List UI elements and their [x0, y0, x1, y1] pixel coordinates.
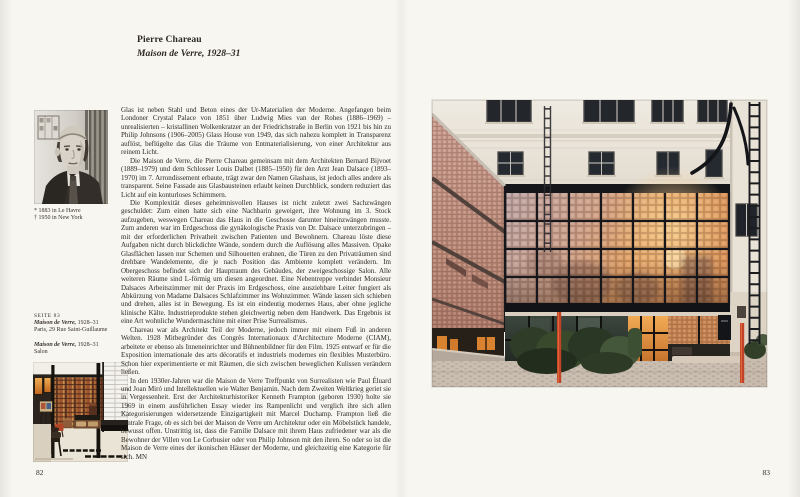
caption-died: † 1950 in New York [34, 215, 83, 222]
facade-photo-illustration [432, 100, 767, 387]
caption-work-title: Maison de Verre, [34, 342, 77, 348]
salon-caption [34, 342, 129, 356]
page-subtitle: Maison de Verre, 1928–31 [137, 47, 241, 59]
scan-edge-left [0, 0, 12, 497]
caption-room: Salon [34, 349, 48, 356]
body-paragraph: Chareau war als Architekt Teil der Moderne, jedoch immer mit einem Fuß in anderen Welten. 1928 Mitbegründer des Congrès Internationaux d'Architecture Moderne (CIAM), arbeitete er ebenso als Inneneinrichter und Bühnenbildner für den Film. 1925 entwarf er für die Exposition internationale des arts décoratifs et industriels modernes ein flexibles Musterbüro. Schon hier experimentierte er mit Räumen, die sich zwischen beweglichen Kulissen verändern ließen. [121, 325, 391, 377]
book-gutter-shadow [394, 0, 408, 497]
caption-page-ref: SEITE 83 [34, 313, 61, 319]
scan-edge-right [788, 0, 800, 497]
caption-work-years: 1928–31 [76, 320, 99, 327]
page-number-left: 82 [36, 468, 44, 477]
body-paragraph: Glas ist neben Stahl und Beton eines der Ur-Materialien der Moderne. Angefangen beim Londoner Crystal Palace von 1851 über Ludwig Mies van der Rohes (1886–1969) – unrealisierten – kristallinen Wolkenkratzer an der Friedrichstraße in Berlin von 1921 bis hin zu Philip Johnsons (1906–2005) Glass House von 1949, das sich nahezu komplett in Transparenz auflöst, beflügelte das Glas die Träume von Entmaterialisierung, von einer Architektur aus reinem Licht. [121, 106, 391, 157]
caption-work-years: 1928–31 [76, 342, 99, 348]
body-text [121, 106, 391, 461]
portrait-photo-illustration [34, 110, 108, 204]
salon-photo [33, 362, 128, 462]
caption-work-title: Maison de Verre, [34, 320, 77, 327]
portrait-photo [34, 110, 108, 204]
caption-address: Paris, 29 Rue Saint-Guillaume [34, 327, 108, 334]
body-paragraph: Die Komplexität dieses geheimnisvollen Hauses ist nicht zuletzt zwei Sachzwängen geschuldet: Zum einen hatte sich eine Nachbarin geweigert, ihre Wohnung im 3. Stock aufzugeben, weswegen Chareau das Haus in die Geschosse darunter hineinzwängen musste. Zum anderen war im Erdgeschoss die gynäkologische Praxis von Dr. Dalsace unterzubringen – mit der erforderlichen Privatheit zwischen Patienten und Bewohnern. Chareau löste diese Aufgaben nicht durch blickdichte Wände, sondern durch die Auflösung alles Massiven. Opake Glasflächen lassen nur Schemen und Silhouetten erahnen, die Türen zu den Privaträumen sind drehbare Wandelemente, die je nach Position das Ambiente komplett verändern. Im Obergeschoss befindet sich der Hauptraum des Gebäudes, der zweigeschossige Salon. Alle weiteren Räume sind L-förmig um diesen angeordnet. Eine Nebentreppe verbindet Monsieur Dalsaces Arbeitszimmer mit der Praxis im Erdgeschoss, eine ausziehbare Leiter fungiert als Abkürzung von Madame Dalsaces Schlafzimmer ins Wohnzimmer. Wände lassen sich schieben und drehen, alles ist in Bewegung. Es ist ein eindeutig modernes Haus, aber ohne jegliche klinische Kälte. Industrieprodukte stehen gleichwertig neben dem Handwerk. Das Ergebnis ist eine Art wohnliche Wundermaschine mit einer Prise Surrealismus. [121, 198, 391, 326]
facade-caption [34, 313, 129, 335]
portrait-caption [34, 208, 126, 222]
facade-photo [432, 100, 767, 387]
caption-born: * 1883 in Le Havre [34, 208, 81, 214]
page-title: Pierre Chareau [137, 34, 202, 46]
body-paragraph: Die Maison de Verre, die Pierre Chareau gemeinsam mit dem Architekten Bernard Bijvoet (1889–1979) und dem Schlosser Louis Dalbet (1885–1950) für den Arzt Jean Dalsace (1893–1970) im 7. Arrondissement erbaute, trägt zwar den Namen Glashaus, ist jedoch alles andere als transparent. Seine Fassade aus Glasbausteinen erlaubt keinen Durchblick, sondern reduziert das Licht auf ein konturloses Schimmern. [121, 156, 391, 199]
body-paragraph: In den 1930er-Jahren war die Maison de Verre Treffpunkt von Surrealisten wie Paul Éluard und Joan Miró und Intellektuellen wie Walter Benjamin. Nach dem Zweiten Weltkrieg geriet sie in Vergessenheit. Erst der Architekturhistoriker Kenneth Frampton (geboren 1930) holte sie 1969 in einem ausführlichen Essay wieder ins Rampenlicht und verglich ihre sich allen Kategorisierungen widersetzende Einzigartigkeit mit Marcel Duchamp. Frampton ließ die zentrale Frage, ob es sich bei der Maison de Verre um Architektur oder ein Möbelstück handele, bewusst offen. Unstrittig ist, dass die Familie Dalsace mit ihrem Haus zufriedener war als die Bewohner der Villen von Le Corbusier oder von Philip Johnson mit den ihren. So oder so ist die Maison de Verre eines der ikonischen Häuser der Moderne, und gleichzeitig eine Kategorie für sich. MN [121, 376, 391, 461]
page-number-right: 83 [762, 468, 770, 477]
salon-photo-illustration [33, 362, 128, 462]
